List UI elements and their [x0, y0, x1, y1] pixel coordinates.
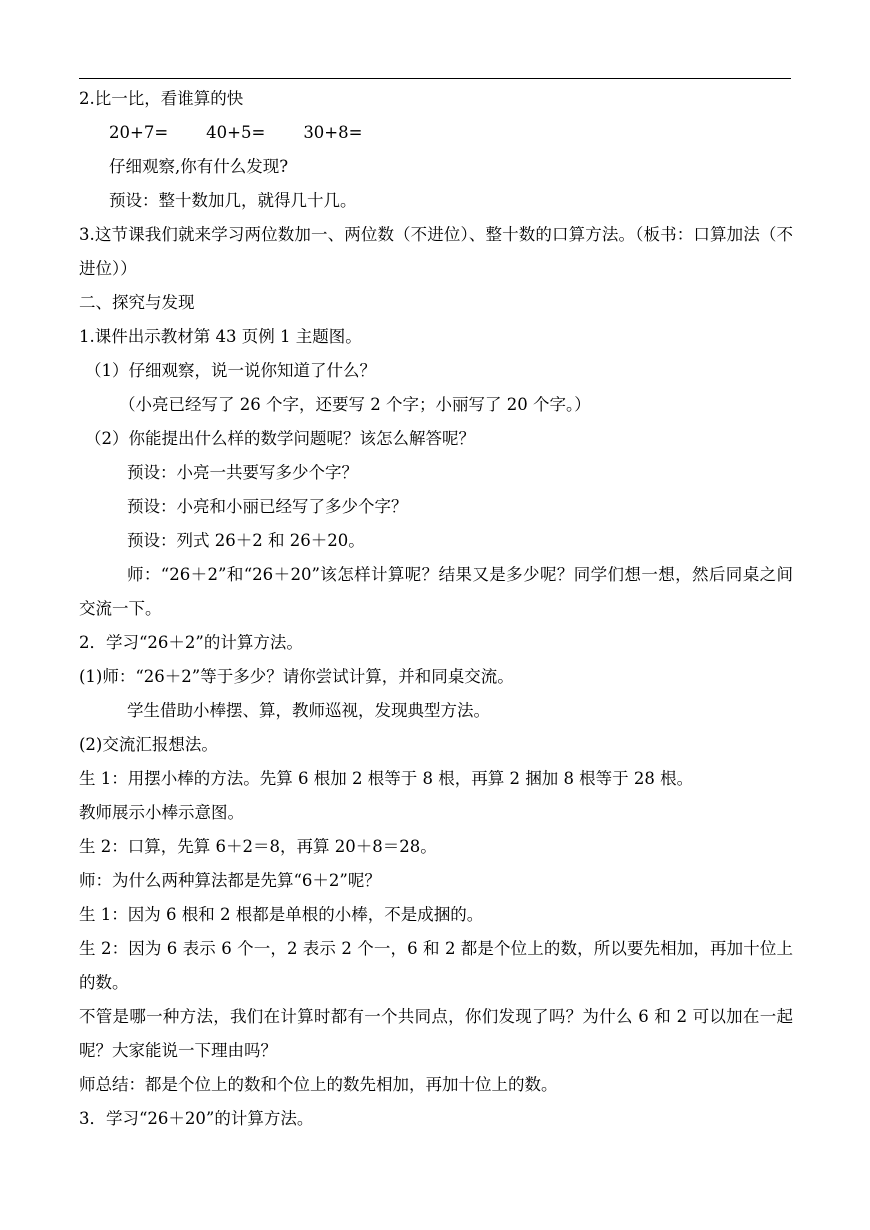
- equation-3: 30+8=: [303, 123, 363, 142]
- student-1-answer: 生 1：用摆小棒的方法。先算 6 根加 2 根等于 8 根，再算 2 捆加 8 根等于 28 根。: [79, 769, 694, 788]
- answer-1: （小亮已经写了 26 个字，还要写 2 个字；小丽写了 20 个字。）: [119, 395, 591, 414]
- lesson-intro: 3.这节课我们就来学习两位数加一、两位数（不进位）、整十数的口算方法。（板书：口算加法（不进位））: [79, 225, 793, 278]
- teacher-display: 教师展示小棒示意图。: [79, 803, 244, 822]
- teacher-why: 师：为什么两种算法都是先算“6＋2”呢？: [79, 871, 381, 890]
- question-2: （2）你能提出什么样的数学问题呢？该怎么解答呢？: [85, 429, 475, 448]
- equation-row: [79, 116, 793, 150]
- header-rule: [79, 78, 791, 79]
- step-1: 1.课件出示教材第 43 页例 1 主题图。: [79, 327, 362, 346]
- step-3: 3．学习“26＋20”的计算方法。: [79, 1109, 314, 1128]
- preset-2: 预设：小亮和小丽已经写了多少个字？: [127, 497, 408, 516]
- equation-1: 20+7=: [109, 123, 169, 142]
- student-2-answer: 生 2：口算，先算 6＋2＝8，再算 20＋8＝28。: [79, 837, 437, 856]
- preset-answer: 预设：整十数加几，就得几十几。: [109, 191, 357, 210]
- compare-heading: 2.比一比，看谁算的快: [79, 89, 244, 108]
- sub-step-2: (2)交流汇报想法。: [79, 735, 218, 754]
- student-activity: 学生借助小棒摆、算，教师巡视，发现典型方法。: [127, 701, 490, 720]
- equation-2: 40+5=: [206, 123, 266, 142]
- preset-3: 预设：列式 26＋2 和 26＋20。: [127, 531, 365, 550]
- student-1-reason: 生 1：因为 6 根和 2 根都是单根的小棒，不是成捆的。: [79, 905, 484, 924]
- student-2-reason: 生 2：因为 6 表示 6 个一，2 表示 2 个一，6 和 2 都是个位上的数，所以要先相加，再加十位上的数。: [79, 939, 793, 992]
- teacher-question: 师：“26＋2”和“26＋20”该怎样计算呢？结果又是多少呢？同学们想一想，然后同桌之间交流一下。: [79, 565, 793, 618]
- step-2: 2．学习“26＋2”的计算方法。: [79, 633, 303, 652]
- sub-step-1: (1)师：“26＋2”等于多少？请你尝试计算，并和同桌交流。: [79, 667, 514, 686]
- section-heading: 二、探究与发现: [79, 293, 195, 312]
- teacher-summary: 师总结：都是个位上的数和个位上的数先相加，再加十位上的数。: [79, 1075, 558, 1094]
- question-1: （1）仔细观察，说一说你知道了什么？: [85, 361, 376, 380]
- preset-1: 预设：小亮一共要写多少个字？: [127, 463, 358, 482]
- document-body: [79, 82, 793, 1136]
- observe-prompt: 仔细观察,你有什么发现?: [109, 157, 289, 176]
- common-point-question: 不管是哪一种方法，我们在计算时都有一个共同点，你们发现了吗？为什么 6 和 2 可以加在一起呢？大家能说一下理由吗？: [79, 1007, 793, 1060]
